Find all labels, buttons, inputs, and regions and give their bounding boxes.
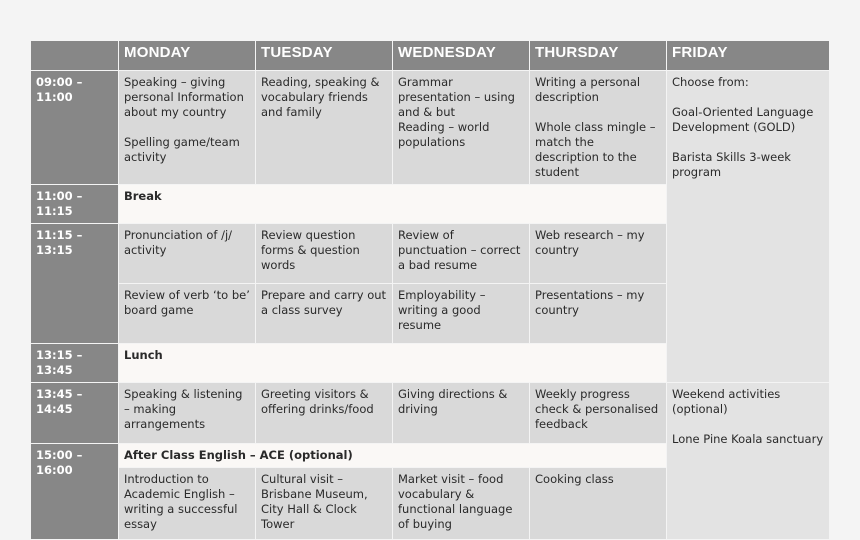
- cell-text: Grammar presentation – using and & but: [398, 75, 515, 119]
- header-thursday: THURSDAY: [530, 41, 667, 71]
- header-wednesday: WEDNESDAY: [393, 41, 530, 71]
- cell-text: Whole class mingle – match the description to the student: [535, 120, 656, 179]
- header-monday: MONDAY: [119, 41, 256, 71]
- cell-text: Weekend activities (optional): [672, 387, 781, 416]
- cell-tuesday-slot-6: Cultural visit – Brisbane Museum, City Hall & Clock Tower: [256, 468, 393, 540]
- cell-text: Speaking – giving personal Information about my country: [124, 75, 244, 119]
- cell-wednesday-slot-6: Market visit – food vocabulary & functional language of buying: [393, 468, 530, 540]
- cell-monday-slot-6: Introduction to Academic English – writing a successful essay: [119, 468, 256, 540]
- time-slot-4: 13:15 – 13:45: [31, 344, 119, 383]
- cell-text: Lone Pine Koala sanctuary: [672, 432, 824, 446]
- header-friday: FRIDAY: [667, 41, 830, 71]
- cell-tuesday-slot-3a: Review question forms & question words: [256, 224, 393, 284]
- time-slot-2: 11:00 – 11:15: [31, 185, 119, 224]
- cell-tuesday-slot-5: Greeting visitors & offering drinks/food: [256, 383, 393, 444]
- cell-monday-slot-3b: Review of verb ‘to be’ board game: [119, 284, 256, 344]
- cell-text: Writing a personal description: [535, 75, 641, 104]
- row-slot-1: [31, 71, 830, 185]
- row-slot-5: [31, 383, 830, 444]
- cell-tuesday-slot-1: Reading, speaking & vocabulary friends and family: [256, 71, 393, 185]
- cell-thursday-slot-3a: Web research – my country: [530, 224, 667, 284]
- time-slot-6: 15:00 – 16:00: [31, 444, 119, 540]
- ace-banner: After Class English – ACE (optional): [119, 444, 667, 468]
- cell-friday-morning: [667, 71, 830, 383]
- cell-text: Spelling game/team activity: [124, 135, 240, 164]
- cell-tuesday-slot-3b: Prepare and carry out a class survey: [256, 284, 393, 344]
- time-slot-3: 11:15 – 13:15: [31, 224, 119, 344]
- time-slot-1: 09:00 – 11:00: [31, 71, 119, 185]
- cell-wednesday-slot-1: [393, 71, 530, 185]
- cell-thursday-slot-5: Weekly progress check & personalised feedback: [530, 383, 667, 444]
- cell-friday-afternoon: [667, 383, 830, 540]
- cell-monday-slot-3a: Pronunciation of /j/ activity: [119, 224, 256, 284]
- cell-text: Reading – world populations: [398, 120, 490, 149]
- header-tuesday: TUESDAY: [256, 41, 393, 71]
- cell-wednesday-slot-3b: Employability – writing a good resume: [393, 284, 530, 344]
- header-row: [31, 41, 830, 71]
- cell-thursday-slot-6: Cooking class: [530, 468, 667, 540]
- cell-monday-slot-5: Speaking & listening – making arrangements: [119, 383, 256, 444]
- time-slot-5: 13:45 – 14:45: [31, 383, 119, 444]
- cell-thursday-slot-1: [530, 71, 667, 185]
- header-corner: [31, 41, 119, 71]
- cell-wednesday-slot-3a: Review of punctuation – correct a bad resume: [393, 224, 530, 284]
- break-banner: Break: [119, 185, 667, 224]
- cell-text: Goal-Oriented Language Development (GOLD): [672, 105, 814, 134]
- cell-monday-slot-1: [119, 71, 256, 185]
- weekly-timetable: [30, 40, 830, 540]
- cell-text: Barista Skills 3-week program: [672, 150, 791, 179]
- lunch-banner: Lunch: [119, 344, 667, 383]
- cell-text: Choose from:: [672, 75, 749, 89]
- cell-wednesday-slot-5: Giving directions & driving: [393, 383, 530, 444]
- cell-thursday-slot-3b: Presentations – my country: [530, 284, 667, 344]
